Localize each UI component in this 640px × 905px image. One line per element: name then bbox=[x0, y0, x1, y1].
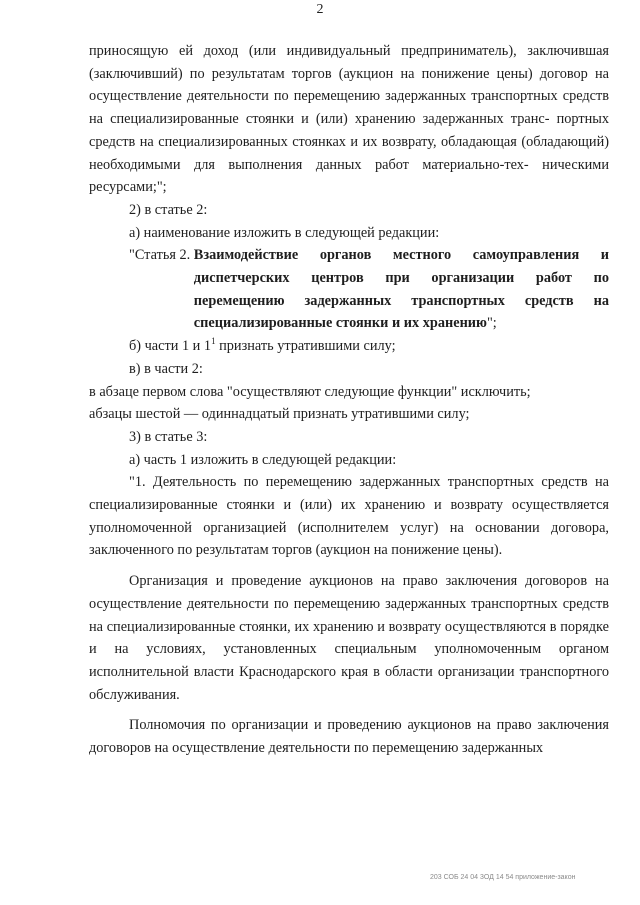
intro-line: приносящую ей доход (или индивидуальный предприниматель), заключившая bbox=[89, 43, 609, 59]
item-2b-after: признать утратившими силу; bbox=[215, 338, 396, 355]
intro-paragraph bbox=[89, 40, 609, 199]
footer-document-code: 203 СОБ 24 04 3ОД 14 54 приложение-закон bbox=[430, 874, 576, 881]
item-2v: в) в части 2: bbox=[129, 360, 203, 377]
paragraph-gap bbox=[89, 706, 609, 714]
article-2-heading bbox=[89, 244, 609, 335]
intro-line: портных средств на специализированных стоянках и их возврату, обладающая bbox=[89, 111, 609, 150]
article-2-title: Взаимодействие органов местного самоуправления и диспетчерских центров при организации работ по перемещению задержанных транспортных средств на специализированные стоянки и их хранению bbox=[193, 247, 609, 332]
item-2v-paragraph-1: в абзаце первом слова "осуществляют следующие функции" исключить; bbox=[89, 383, 531, 400]
auction-organization-paragraph: Организация и проведение аукционов на право заключения договоров на осуществление деятельности по перемещению задержанных транспортных средств на специализированные стоянки, их хранению и возврату осуществляются в порядке и на условиях, установленных специальным уполномоченным органом исполнительной власти Краснодарского края в области организации транспортного обслуживания. bbox=[89, 573, 609, 703]
article-2-tail: "; bbox=[486, 315, 497, 332]
item-2b-superscript: 1 bbox=[211, 336, 216, 347]
paragraph-gap bbox=[89, 562, 609, 570]
intro-line: (заключивший) по результатам торгов (аукцион на понижение цены) договор bbox=[89, 65, 588, 82]
article-2-prefix: "Статья 2. bbox=[129, 247, 194, 264]
document-body bbox=[89, 40, 609, 760]
article-2-title-block bbox=[194, 244, 609, 335]
intro-line: на осуществление деятельности по перемещению задержанных транспортных bbox=[89, 65, 609, 105]
intro-line: (обладающий) необходимыми для выполнения данных работ материально-тех- bbox=[89, 133, 609, 173]
page-number: 2 bbox=[316, 2, 324, 17]
item-3a: а) часть 1 изложить в следующей редакции: bbox=[129, 451, 397, 468]
powers-paragraph: Полномочия по организации и проведению аукционов на право заключения договоров на осуществление деятельности по перемещению задержанных bbox=[89, 717, 609, 757]
part-1-paragraph: "1. Деятельность по перемещению задержанных транспортных средств на специализированные стоянки и (или) их хранению и возврату осуществляется уполномоченной организацией (исполнителем услуг) на основании договора, заключенного по результатам торгов (аукцион на понижение цены). bbox=[89, 474, 609, 559]
intro-line: средств на специализированные стоянки и (или) хранению задержанных транс- bbox=[89, 88, 609, 128]
item-3: 3) в статье 3: bbox=[129, 428, 208, 445]
item-2: 2) в статье 2: bbox=[129, 201, 208, 218]
item-2a: а) наименование изложить в следующей редакции: bbox=[129, 224, 440, 241]
item-2v-paragraph-2: абзацы шестой — одиннадцатый признать утратившими силу; bbox=[89, 406, 470, 423]
item-2b-before: б) части 1 и 1 bbox=[129, 338, 212, 355]
intro-line: ническими ресурсами;"; bbox=[89, 156, 610, 196]
item-2b bbox=[89, 335, 609, 358]
